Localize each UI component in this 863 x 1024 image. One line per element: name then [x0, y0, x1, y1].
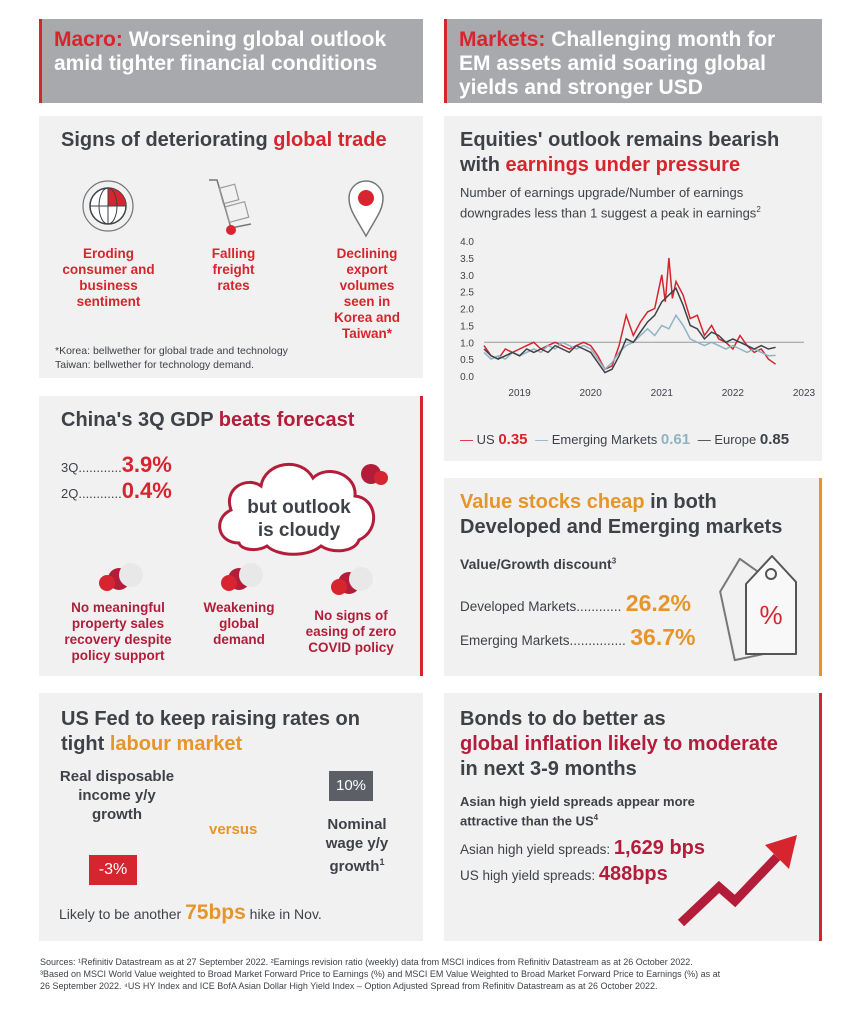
y-tick-label: 2.0	[460, 304, 474, 316]
hike-value: 75bps	[185, 901, 246, 924]
y-tick-label: 0.0	[460, 372, 474, 383]
macro-header	[39, 19, 423, 103]
markets-header-lead: Markets:	[459, 28, 546, 51]
legend-eu-value: 0.85	[759, 431, 790, 448]
trade-note-1: *Korea: bellwether for global trade and technology	[55, 345, 288, 357]
footer-line-3: 26 September 2022. ⁴US HY Index and ICE BofA Asian Dollar High Yield Index – Option Adjusted Spread from Refinitiv Datastream as at 26 October 2022.	[40, 981, 658, 991]
legend-eu: — Europe 0.85	[697, 431, 790, 448]
equities-title	[460, 128, 810, 178]
china-title	[61, 408, 411, 433]
value-sub-sup: 3	[611, 556, 617, 566]
bonds-title-c: in next 3-9 months	[460, 758, 637, 780]
rising-arrow-icon	[669, 823, 809, 933]
nominal-wage-sup: 1	[379, 857, 385, 867]
bonds-panel	[444, 693, 822, 941]
fed-title-a: US Fed to keep raising rates on tight	[61, 708, 360, 755]
trade-title-b: global trade	[273, 129, 387, 151]
small-cloud-icon-1	[99, 563, 143, 591]
hike-line	[59, 901, 322, 925]
trade-note-2: Taiwan: bellwether for technology demand.	[55, 359, 255, 371]
tag-percent: %	[759, 600, 783, 630]
value-sub-text: Value/Growth discount	[460, 556, 612, 572]
china-title-a: China's 3Q GDP	[61, 409, 219, 431]
trade-title	[61, 128, 411, 153]
value-title	[460, 490, 800, 540]
china-item-covid: No signs of easing of zero COVID policy	[305, 608, 397, 655]
legend-em-value: 0.61	[660, 431, 691, 448]
asia-spread-label: Asian high yield spreads:	[460, 842, 614, 857]
hike-text-a: Likely to be another	[59, 906, 186, 922]
gdp-3q-value: 3.9%	[121, 452, 172, 477]
x-tick-label: 2023	[792, 388, 816, 399]
cloud-text: but outlook is cloudy	[247, 497, 351, 541]
y-tick-label: 3.5	[460, 253, 474, 265]
small-cloud-icon-3	[331, 567, 373, 595]
legend-eu-name: Europe	[714, 432, 757, 447]
small-cloud-icons	[39, 561, 423, 596]
real-income-value: -3%	[89, 855, 137, 885]
globe-chart-icon	[83, 181, 133, 231]
equities-subtitle-text: Number of earnings upgrade/Number of earnings downgrades less than 1 suggest a peak in earnings	[460, 185, 757, 221]
bonds-title-b: global inflation likely to moderate	[460, 733, 778, 755]
fed-panel	[39, 693, 423, 941]
legend-em-name: Emerging Markets	[551, 432, 658, 447]
fed-title-b: labour market	[109, 733, 243, 755]
em-row	[460, 624, 695, 651]
y-tick-label: 4.0	[460, 237, 474, 248]
trade-item-exports: Declining export volumes seen in Korea and Taiwan*	[333, 246, 401, 341]
china-item-property: No meaningful property sales recovery despite policy support	[64, 600, 172, 663]
markets-header-text: Challenging month for EM assets amid soaring global yields and stronger USD	[459, 28, 776, 99]
equities-panel	[444, 116, 822, 461]
us-spread-row	[460, 863, 668, 886]
legend-us-name: US	[476, 432, 495, 447]
footer-line-1: Sources: ¹Refinitiv Datastream as at 27 September 2022. ²Earnings revision ratio (weekly) data from MSCI indices from Refinitiv Datastream as at 26 October 2022.	[40, 957, 693, 967]
trade-item-freight: Falling freight rates	[211, 246, 256, 293]
gdp-2q-value: 0.4%	[121, 478, 172, 503]
trade-icons	[39, 166, 423, 246]
equities-subtitle-sup: 2	[756, 205, 761, 214]
series-line-europe	[484, 288, 776, 372]
fed-title	[61, 707, 361, 757]
x-tick-label: 2021	[650, 388, 673, 399]
markets-header	[444, 19, 822, 103]
sources-footer	[40, 956, 830, 992]
trade-title-a: Signs of deteriorating	[61, 129, 274, 151]
us-spread-value: 488bps	[598, 863, 668, 885]
value-sub	[460, 556, 616, 572]
bonds-sub-sup: 4	[593, 813, 599, 822]
small-cloud-icon-2	[221, 563, 263, 591]
map-pin-icon	[349, 181, 383, 236]
em-label: Emerging Markets...............	[460, 633, 626, 648]
equities-subtitle	[460, 184, 815, 221]
x-tick-label: 2019	[508, 388, 531, 399]
gdp-3q-row	[61, 452, 172, 478]
bonds-title-a: Bonds to do better as	[460, 708, 666, 730]
us-spread-label: US high yield spreads:	[460, 868, 599, 883]
legend-us-value: 0.35	[498, 431, 528, 448]
bonds-sub-text: Asian high yield spreads appear more attractive than the US	[460, 794, 695, 829]
y-tick-label: 3.0	[460, 270, 474, 282]
em-value: 36.7%	[630, 624, 696, 650]
versus-text: versus	[209, 821, 258, 838]
value-title-b: in both Developed and Emerging markets	[460, 491, 783, 538]
trade-panel	[39, 116, 423, 378]
asia-spread-value: 1,629 bps	[613, 837, 706, 859]
china-panel	[39, 396, 423, 676]
value-panel	[444, 478, 822, 676]
dm-row	[460, 590, 691, 617]
gdp-2q-label: 2Q............	[61, 486, 122, 501]
footer-line-2: ³Based on MSCI World Value weighted to Broad Market Forward Price to Earnings (%) and MSCI EM Value Weighted to Broad Market Forward Price to Earnings (%) as at	[40, 969, 721, 979]
dm-label: Developed Markets............	[460, 599, 622, 614]
chart-legend	[460, 431, 789, 448]
hand-truck-icon	[209, 180, 251, 235]
earnings-revision-chart	[444, 231, 822, 411]
china-title-b: beats forecast	[218, 409, 355, 431]
equities-title-a: Equities' outlook remains bearish with	[460, 129, 780, 176]
x-tick-label: 2020	[579, 388, 602, 399]
y-tick-label: 2.5	[460, 287, 474, 299]
gdp-3q-label: 3Q............	[61, 460, 122, 475]
legend-us: — US 0.35	[460, 431, 528, 448]
nominal-wage-value: 10%	[329, 771, 373, 801]
nominal-wage-label	[317, 815, 397, 876]
y-tick-label: 1.5	[460, 321, 474, 333]
hike-text-c: hike in Nov.	[245, 906, 322, 922]
real-income-label: Real disposable income y/y growth	[59, 768, 175, 823]
bonds-title	[460, 707, 810, 782]
gdp-2q-row	[61, 478, 172, 504]
trade-item-sentiment: Eroding consumer and business sentiment	[62, 246, 155, 309]
y-tick-label: 0.5	[460, 355, 474, 367]
china-item-demand: Weakening global demand	[203, 600, 275, 647]
price-tag-icon	[716, 544, 816, 664]
value-title-a: Value stocks cheap	[460, 491, 645, 513]
macro-header-text: Worsening global outlook amid tighter financial conditions	[54, 28, 387, 75]
y-tick-label: 1.0	[460, 338, 474, 350]
x-tick-label: 2022	[721, 388, 745, 399]
nominal-wage-text: Nominal wage y/y growth	[325, 816, 389, 875]
dm-value: 26.2%	[625, 590, 691, 616]
equities-title-b: earnings under pressure	[505, 154, 741, 176]
legend-em: — Emerging Markets 0.61	[535, 431, 691, 448]
macro-header-lead: Macro:	[54, 28, 123, 51]
